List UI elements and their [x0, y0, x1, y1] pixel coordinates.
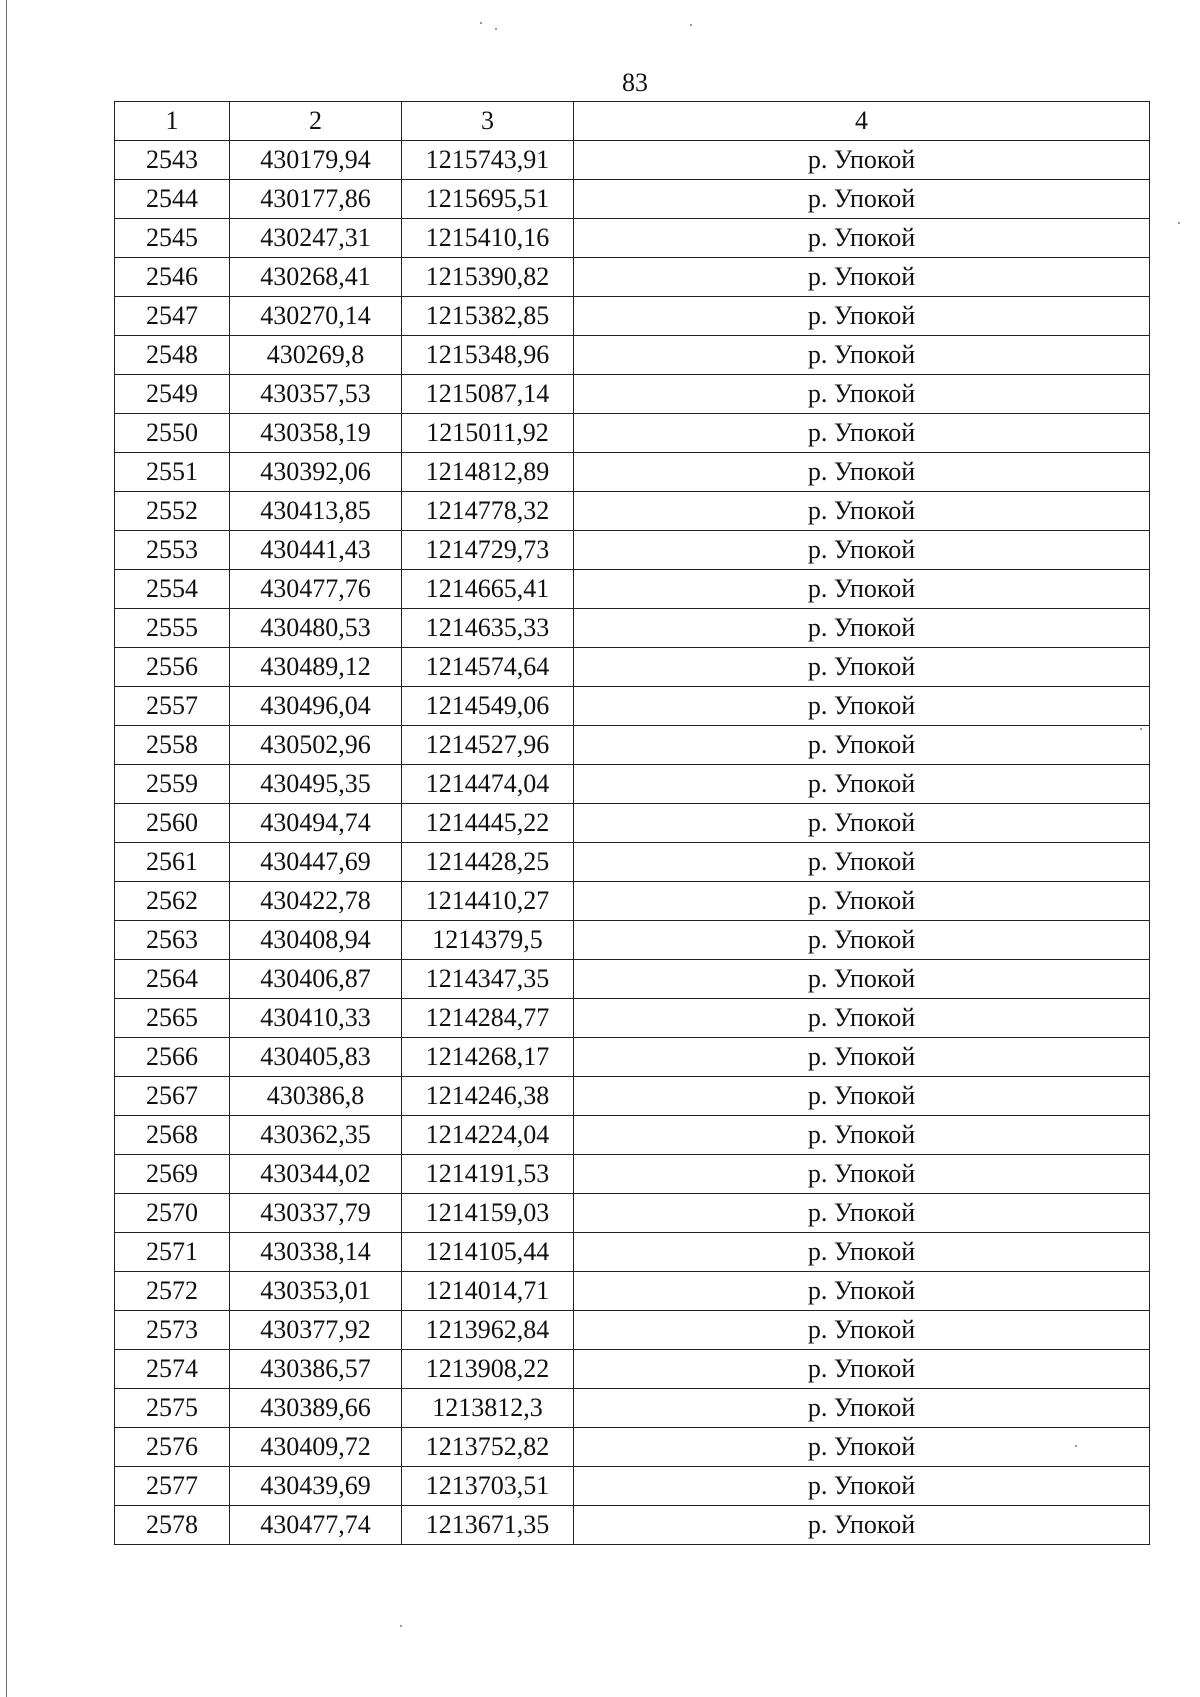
point-number-cell: 2568: [115, 1116, 230, 1155]
description-cell: р. Упокой: [574, 687, 1150, 726]
y-coordinate-cell: 1213908,22: [402, 1350, 574, 1389]
point-number-cell: 2559: [115, 765, 230, 804]
point-number-cell: 2558: [115, 726, 230, 765]
point-number-cell: 2564: [115, 960, 230, 999]
description-cell: р. Упокой: [574, 1350, 1150, 1389]
x-coordinate-cell: 430422,78: [230, 882, 402, 921]
description-cell: р. Упокой: [574, 492, 1150, 531]
x-coordinate-cell: 430439,69: [230, 1467, 402, 1506]
table-row: [115, 336, 1150, 375]
table-row: [115, 1350, 1150, 1389]
table-header-row: [115, 102, 1150, 141]
column-header-4: 4: [574, 102, 1150, 141]
table-row: [115, 1311, 1150, 1350]
y-coordinate-cell: 1214665,41: [402, 570, 574, 609]
y-coordinate-cell: 1214574,64: [402, 648, 574, 687]
description-cell: р. Упокой: [574, 648, 1150, 687]
point-number-cell: 2563: [115, 921, 230, 960]
table-row: [115, 297, 1150, 336]
y-coordinate-cell: 1215011,92: [402, 414, 574, 453]
table-row: [115, 648, 1150, 687]
point-number-cell: 2570: [115, 1194, 230, 1233]
scan-speck: [1140, 728, 1142, 730]
y-coordinate-cell: 1214246,38: [402, 1077, 574, 1116]
table-row: [115, 219, 1150, 258]
point-number-cell: 2561: [115, 843, 230, 882]
table-row: [115, 141, 1150, 180]
x-coordinate-cell: 430405,83: [230, 1038, 402, 1077]
y-coordinate-cell: 1214729,73: [402, 531, 574, 570]
point-number-cell: 2578: [115, 1506, 230, 1545]
description-cell: р. Упокой: [574, 414, 1150, 453]
scan-speck: [1075, 1445, 1077, 1447]
point-number-cell: 2556: [115, 648, 230, 687]
point-number-cell: 2552: [115, 492, 230, 531]
point-number-cell: 2565: [115, 999, 230, 1038]
x-coordinate-cell: 430496,04: [230, 687, 402, 726]
y-coordinate-cell: 1215348,96: [402, 336, 574, 375]
column-header-3: 3: [402, 102, 574, 141]
x-coordinate-cell: 430338,14: [230, 1233, 402, 1272]
x-coordinate-cell: 430477,74: [230, 1506, 402, 1545]
y-coordinate-cell: 1214191,53: [402, 1155, 574, 1194]
y-coordinate-cell: 1213752,82: [402, 1428, 574, 1467]
y-coordinate-cell: 1214268,17: [402, 1038, 574, 1077]
description-cell: р. Упокой: [574, 1194, 1150, 1233]
x-coordinate-cell: 430386,57: [230, 1350, 402, 1389]
description-cell: р. Упокой: [574, 609, 1150, 648]
x-coordinate-cell: 430358,19: [230, 414, 402, 453]
description-cell: р. Упокой: [574, 375, 1150, 414]
description-cell: р. Упокой: [574, 1389, 1150, 1428]
y-coordinate-cell: 1213671,35: [402, 1506, 574, 1545]
y-coordinate-cell: 1214428,25: [402, 843, 574, 882]
y-coordinate-cell: 1214635,33: [402, 609, 574, 648]
x-coordinate-cell: 430406,87: [230, 960, 402, 999]
table-row: [115, 570, 1150, 609]
coordinates-table: [114, 101, 1150, 1545]
x-coordinate-cell: 430377,92: [230, 1311, 402, 1350]
y-coordinate-cell: 1215410,16: [402, 219, 574, 258]
table-row: [115, 492, 1150, 531]
description-cell: р. Упокой: [574, 1272, 1150, 1311]
scan-speck: [690, 24, 692, 26]
description-cell: р. Упокой: [574, 921, 1150, 960]
description-cell: р. Упокой: [574, 336, 1150, 375]
y-coordinate-cell: 1214014,71: [402, 1272, 574, 1311]
y-coordinate-cell: 1213812,3: [402, 1389, 574, 1428]
column-header-1: 1: [115, 102, 230, 141]
description-cell: р. Упокой: [574, 882, 1150, 921]
description-cell: р. Упокой: [574, 1233, 1150, 1272]
point-number-cell: 2573: [115, 1311, 230, 1350]
table-row: [115, 843, 1150, 882]
description-cell: р. Упокой: [574, 297, 1150, 336]
y-coordinate-cell: 1214284,77: [402, 999, 574, 1038]
description-cell: р. Упокой: [574, 570, 1150, 609]
description-cell: р. Упокой: [574, 180, 1150, 219]
y-coordinate-cell: 1215390,82: [402, 258, 574, 297]
point-number-cell: 2577: [115, 1467, 230, 1506]
scan-speck: [480, 22, 482, 24]
y-coordinate-cell: 1214778,32: [402, 492, 574, 531]
x-coordinate-cell: 430353,01: [230, 1272, 402, 1311]
description-cell: р. Упокой: [574, 531, 1150, 570]
x-coordinate-cell: 430480,53: [230, 609, 402, 648]
description-cell: р. Упокой: [574, 1467, 1150, 1506]
table-row: [115, 999, 1150, 1038]
y-coordinate-cell: 1215695,51: [402, 180, 574, 219]
table-row: [115, 180, 1150, 219]
y-coordinate-cell: 1215743,91: [402, 141, 574, 180]
table-row: [115, 258, 1150, 297]
description-cell: р. Упокой: [574, 1038, 1150, 1077]
x-coordinate-cell: 430392,06: [230, 453, 402, 492]
description-cell: р. Упокой: [574, 843, 1150, 882]
point-number-cell: 2547: [115, 297, 230, 336]
table-row: [115, 1389, 1150, 1428]
x-coordinate-cell: 430268,41: [230, 258, 402, 297]
table-row: [115, 609, 1150, 648]
point-number-cell: 2571: [115, 1233, 230, 1272]
description-cell: р. Упокой: [574, 258, 1150, 297]
point-number-cell: 2550: [115, 414, 230, 453]
x-coordinate-cell: 430386,8: [230, 1077, 402, 1116]
point-number-cell: 2567: [115, 1077, 230, 1116]
table-row: [115, 687, 1150, 726]
x-coordinate-cell: 430247,31: [230, 219, 402, 258]
y-coordinate-cell: 1214347,35: [402, 960, 574, 999]
table-row: [115, 1077, 1150, 1116]
description-cell: р. Упокой: [574, 219, 1150, 258]
x-coordinate-cell: 430413,85: [230, 492, 402, 531]
y-coordinate-cell: 1215382,85: [402, 297, 574, 336]
table-row: [115, 960, 1150, 999]
table-row: [115, 1467, 1150, 1506]
table-row: [115, 1272, 1150, 1311]
x-coordinate-cell: 430409,72: [230, 1428, 402, 1467]
point-number-cell: 2574: [115, 1350, 230, 1389]
point-number-cell: 2551: [115, 453, 230, 492]
table-body: [115, 141, 1150, 1545]
description-cell: р. Упокой: [574, 1428, 1150, 1467]
description-cell: р. Упокой: [574, 1311, 1150, 1350]
point-number-cell: 2549: [115, 375, 230, 414]
description-cell: р. Упокой: [574, 141, 1150, 180]
table-row: [115, 804, 1150, 843]
table-row: [115, 1155, 1150, 1194]
y-coordinate-cell: 1214445,22: [402, 804, 574, 843]
scan-left-edge-line: [6, 0, 7, 1697]
y-coordinate-cell: 1214379,5: [402, 921, 574, 960]
y-coordinate-cell: 1214224,04: [402, 1116, 574, 1155]
x-coordinate-cell: 430447,69: [230, 843, 402, 882]
page-number: 83: [622, 68, 648, 97]
point-number-cell: 2543: [115, 141, 230, 180]
x-coordinate-cell: 430502,96: [230, 726, 402, 765]
point-number-cell: 2544: [115, 180, 230, 219]
x-coordinate-cell: 430408,94: [230, 921, 402, 960]
x-coordinate-cell: 430177,86: [230, 180, 402, 219]
description-cell: р. Упокой: [574, 999, 1150, 1038]
description-cell: р. Упокой: [574, 765, 1150, 804]
scan-speck: [1178, 222, 1180, 224]
table-row: [115, 375, 1150, 414]
x-coordinate-cell: 430410,33: [230, 999, 402, 1038]
table-row: [115, 882, 1150, 921]
point-number-cell: 2560: [115, 804, 230, 843]
point-number-cell: 2548: [115, 336, 230, 375]
table-row: [115, 726, 1150, 765]
x-coordinate-cell: 430477,76: [230, 570, 402, 609]
x-coordinate-cell: 430489,12: [230, 648, 402, 687]
y-coordinate-cell: 1214474,04: [402, 765, 574, 804]
table-row: [115, 765, 1150, 804]
description-cell: р. Упокой: [574, 726, 1150, 765]
x-coordinate-cell: 430179,94: [230, 141, 402, 180]
description-cell: р. Упокой: [574, 960, 1150, 999]
column-header-2: 2: [230, 102, 402, 141]
description-cell: р. Упокой: [574, 1506, 1150, 1545]
x-coordinate-cell: 430269,8: [230, 336, 402, 375]
point-number-cell: 2545: [115, 219, 230, 258]
scan-speck: [495, 28, 497, 30]
table-row: [115, 414, 1150, 453]
x-coordinate-cell: 430357,53: [230, 375, 402, 414]
point-number-cell: 2553: [115, 531, 230, 570]
x-coordinate-cell: 430344,02: [230, 1155, 402, 1194]
description-cell: р. Упокой: [574, 1116, 1150, 1155]
point-number-cell: 2557: [115, 687, 230, 726]
y-coordinate-cell: 1215087,14: [402, 375, 574, 414]
x-coordinate-cell: 430494,74: [230, 804, 402, 843]
x-coordinate-cell: 430362,35: [230, 1116, 402, 1155]
point-number-cell: 2554: [115, 570, 230, 609]
description-cell: р. Упокой: [574, 804, 1150, 843]
point-number-cell: 2566: [115, 1038, 230, 1077]
point-number-cell: 2575: [115, 1389, 230, 1428]
table-row: [115, 453, 1150, 492]
table-row: [115, 1194, 1150, 1233]
table-row: [115, 1428, 1150, 1467]
y-coordinate-cell: 1214159,03: [402, 1194, 574, 1233]
x-coordinate-cell: 430337,79: [230, 1194, 402, 1233]
point-number-cell: 2555: [115, 609, 230, 648]
table-row: [115, 531, 1150, 570]
table-row: [115, 1116, 1150, 1155]
y-coordinate-cell: 1214812,89: [402, 453, 574, 492]
table-row: [115, 1038, 1150, 1077]
y-coordinate-cell: 1213703,51: [402, 1467, 574, 1506]
y-coordinate-cell: 1213962,84: [402, 1311, 574, 1350]
scan-speck: [400, 1625, 402, 1627]
table-row: [115, 1233, 1150, 1272]
y-coordinate-cell: 1214549,06: [402, 687, 574, 726]
x-coordinate-cell: 430441,43: [230, 531, 402, 570]
point-number-cell: 2562: [115, 882, 230, 921]
y-coordinate-cell: 1214105,44: [402, 1233, 574, 1272]
x-coordinate-cell: 430495,35: [230, 765, 402, 804]
description-cell: р. Упокой: [574, 453, 1150, 492]
description-cell: р. Упокой: [574, 1077, 1150, 1116]
description-cell: р. Упокой: [574, 1155, 1150, 1194]
point-number-cell: 2576: [115, 1428, 230, 1467]
point-number-cell: 2546: [115, 258, 230, 297]
table-row: [115, 921, 1150, 960]
y-coordinate-cell: 1214410,27: [402, 882, 574, 921]
point-number-cell: 2569: [115, 1155, 230, 1194]
table-row: [115, 1506, 1150, 1545]
x-coordinate-cell: 430270,14: [230, 297, 402, 336]
point-number-cell: 2572: [115, 1272, 230, 1311]
y-coordinate-cell: 1214527,96: [402, 726, 574, 765]
x-coordinate-cell: 430389,66: [230, 1389, 402, 1428]
